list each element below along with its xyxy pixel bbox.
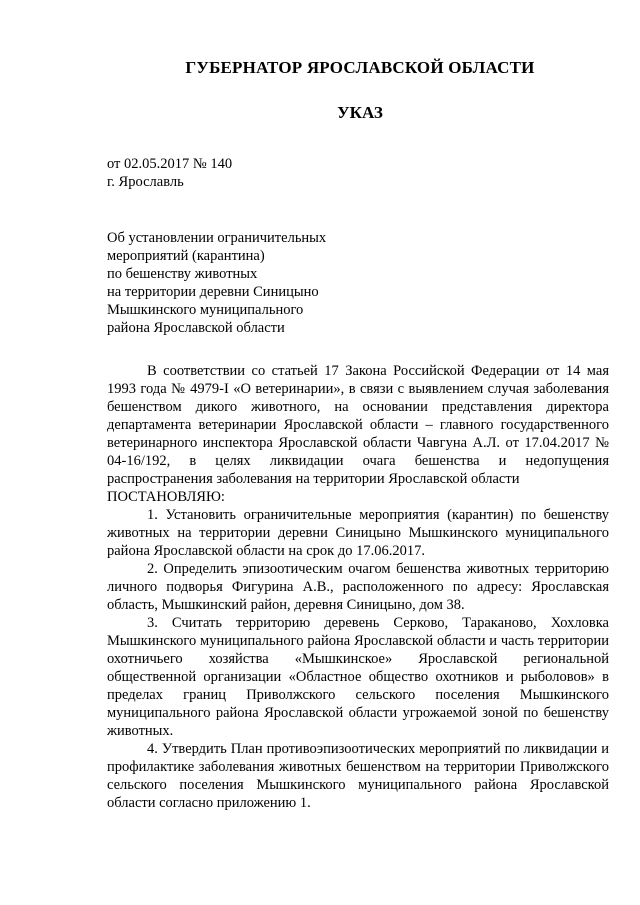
subject-line: по бешенству животных bbox=[107, 266, 258, 282]
decree-item: 3. Считать территорию деревень Серково, Тараканово, Хохловка Мышкинского муниципального района Ярославской области и часть территории охотничьего хозяйства «Мышкинское» Ярославской региональной общественной организации «Областное общество охотников и рыболовов» в пределах границ Приволжского сельского поселения Мышкинского муниципального района Ярославской области угрожаемой зоной по бешенству животных. bbox=[107, 615, 609, 739]
issuer-title: ГУБЕРНАТОР ЯРОСЛАВСКОЙ ОБЛАСТИ bbox=[185, 58, 535, 77]
preamble-paragraph: В соответствии со статьей 17 Закона Российской Федерации от 14 мая 1993 года № 4979-I «О ветеринарии», в связи с выявлением случая заболевания бешенством дикого животного, на основании представления директора департамента ветеринарии Ярославской области – главного государственного ветеринарного инспектора Ярославской области Чавгуна А.Л. от 17.04.2017 № 04-16/192, в целях ликвидации очага бешенства и недопущения распространения заболевания на территории Ярославской области bbox=[107, 363, 609, 487]
document-type: УКАЗ bbox=[337, 103, 383, 122]
document-subject bbox=[107, 229, 326, 337]
decree-item: 2. Определить эпизоотическим очагом бешенства животных территорию личного подворья Фигурина А.В., расположенного по адресу: Ярославская область, Мышкинский район, деревня Синицыно, дом 38. bbox=[107, 561, 609, 613]
date-number: от 02.05.2017 № 140 bbox=[107, 156, 233, 172]
subject-line: мероприятий (карантина) bbox=[107, 248, 265, 264]
subject-line: на территории деревни Синицыно bbox=[107, 284, 319, 300]
decree-item: 1. Установить ограничительные мероприятия (карантин) по бешенству животных на территории деревни Синицыно Мышкинского муниципального района Ярославской области на срок до 17.06.2017. bbox=[107, 507, 609, 559]
city: г. Ярославль bbox=[107, 174, 184, 190]
document-meta bbox=[107, 155, 232, 191]
subject-line: Мышкинского муниципального bbox=[107, 302, 304, 318]
document-body bbox=[107, 362, 609, 812]
decree-word: ПОСТАНОВЛЯЮ: bbox=[107, 489, 225, 505]
decree-item: 4. Утвердить План противоэпизоотических мероприятий по ликвидации и профилактике заболевания животных бешенством на территории Приволжского сельского поселения Мышкинского муниципального района Ярославской области согласно приложению 1. bbox=[107, 741, 609, 811]
subject-line: Об установлении ограничительных bbox=[107, 230, 327, 246]
subject-line: района Ярославской области bbox=[107, 320, 285, 336]
